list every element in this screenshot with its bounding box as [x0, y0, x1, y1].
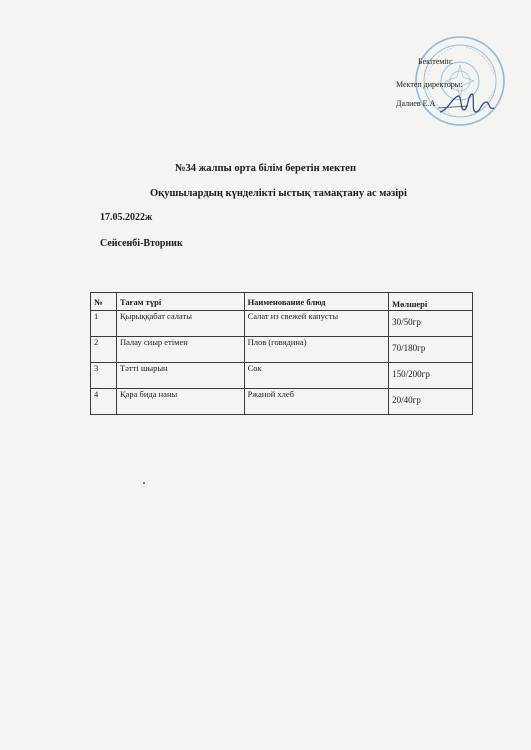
- dish-name-kz: Қырыққабат салаты: [116, 311, 244, 337]
- stray-mark: [143, 482, 145, 484]
- director-name: Далиев Е.А: [396, 99, 436, 108]
- director-signature: [438, 90, 498, 120]
- menu-table: [90, 292, 473, 415]
- dish-name-ru: Ржаной хлеб: [244, 389, 389, 415]
- dish-amount: 20/40гр: [389, 389, 473, 415]
- menu-weekday: Сейсенбі-Вторник: [100, 238, 183, 249]
- row-number: 4: [91, 389, 117, 415]
- dish-name-ru: Сок: [244, 363, 389, 389]
- column-header-amount: Мөлшері: [389, 293, 473, 311]
- table-row: [91, 337, 473, 363]
- row-number: 1: [91, 311, 117, 337]
- menu-title: Оқушылардың күнделікті ыстық тамақтану ас мәзірі: [150, 188, 407, 199]
- dish-name-ru: Плов (говядина): [244, 337, 389, 363]
- menu-date: 17.05.2022ж: [100, 212, 153, 223]
- column-header-dish-kz: Тағам түрі: [116, 293, 244, 311]
- table-row: [91, 389, 473, 415]
- column-header-dish-ru: Наименование блюд: [244, 293, 389, 311]
- dish-amount: 150/200гр: [389, 363, 473, 389]
- row-number: 3: [91, 363, 117, 389]
- dish-name-ru: Салат из свежей капусты: [244, 311, 389, 337]
- dish-amount: 30/50гр: [389, 311, 473, 337]
- dish-name-kz: Палау сиыр етімен: [116, 337, 244, 363]
- approval-label: Бекітемін:: [418, 57, 454, 66]
- table-header-row: [91, 293, 473, 311]
- table-row: [91, 363, 473, 389]
- dish-name-kz: Тәтті шырын: [116, 363, 244, 389]
- school-title: №34 жалпы орта білім беретін мектеп: [174, 163, 356, 174]
- dish-name-kz: Қара бида наны: [116, 389, 244, 415]
- dish-amount: 70/180гр: [389, 337, 473, 363]
- director-label: Мектеп директоры:: [396, 80, 463, 89]
- row-number: 2: [91, 337, 117, 363]
- table-row: [91, 311, 473, 337]
- column-header-number: №: [91, 293, 117, 311]
